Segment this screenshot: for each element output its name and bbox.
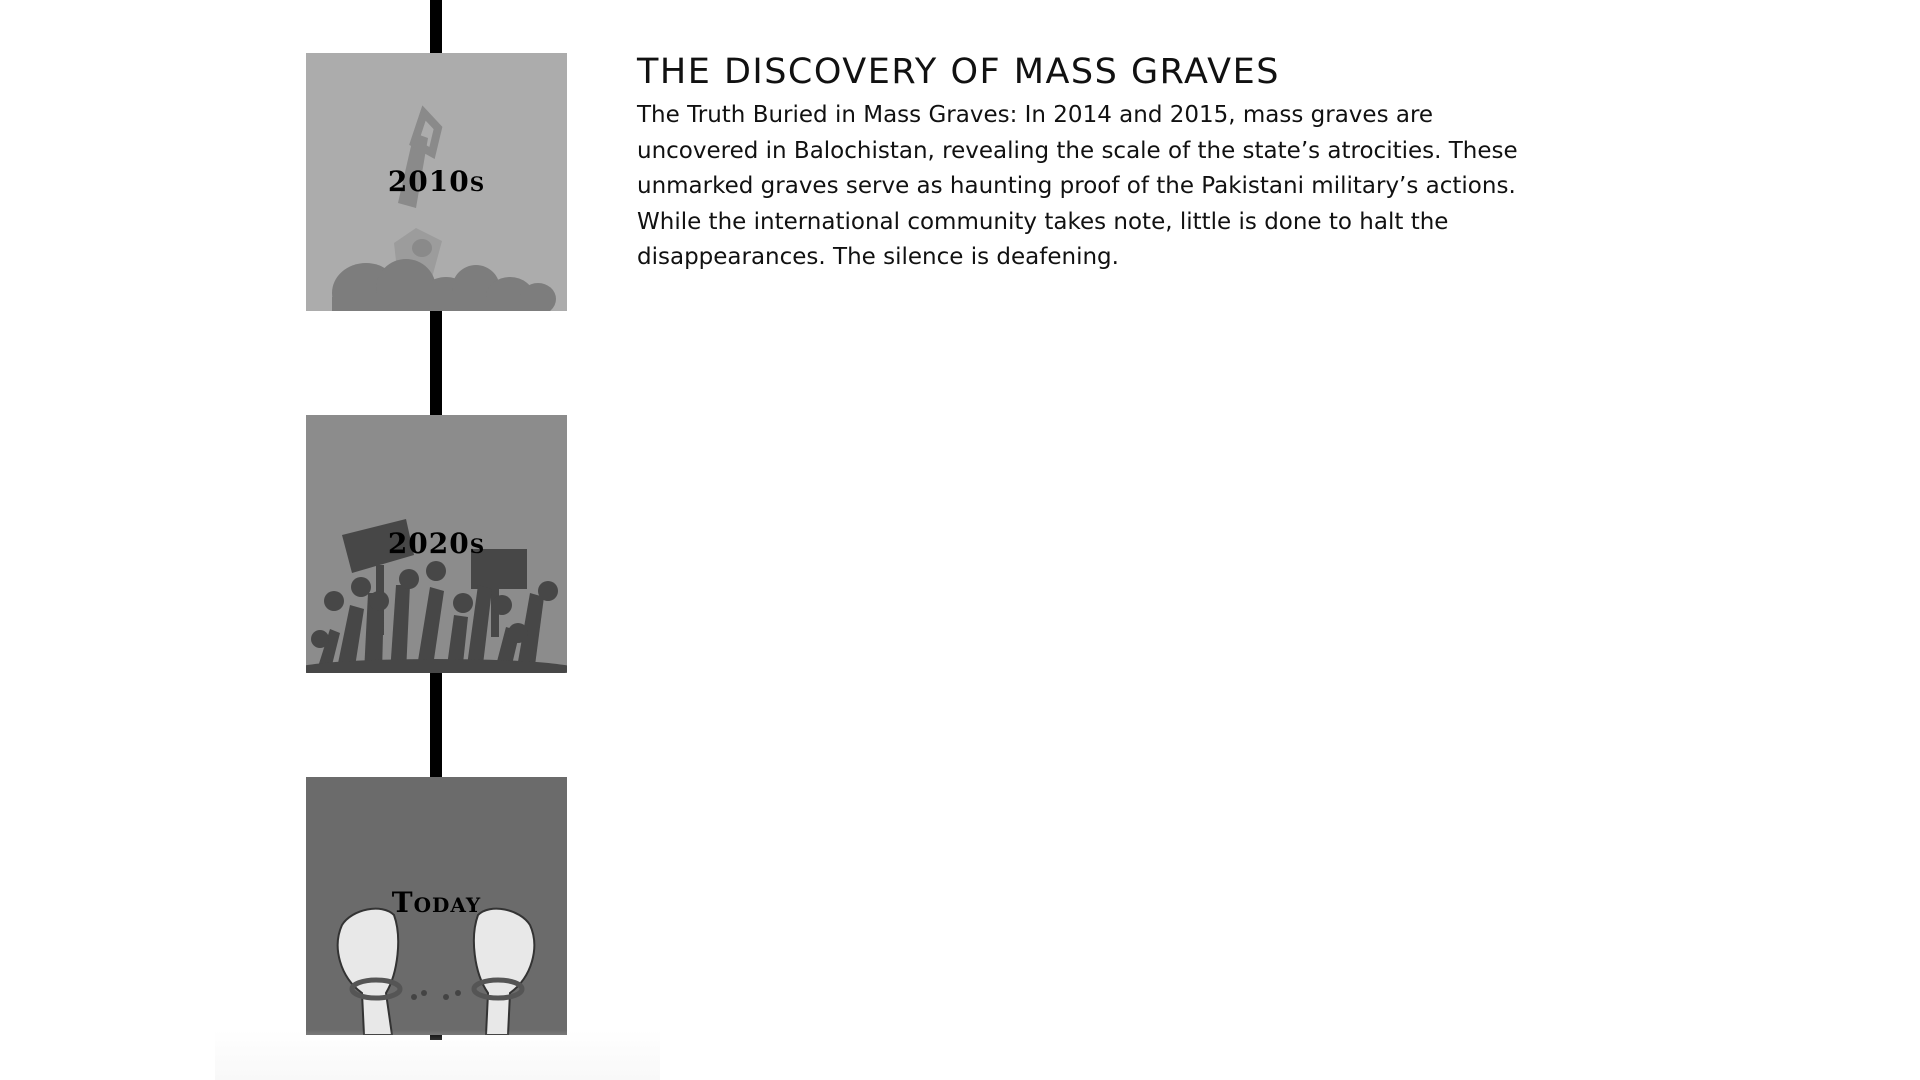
event-title: THE DISCOVERY OF MASS GRAVES [637,52,1280,92]
timeline-label: 2020s [387,527,486,560]
timeline-label: 2010s [387,165,486,198]
timeline-item-2010s[interactable] [306,53,567,311]
event-content [637,52,1537,276]
timeline-item-today[interactable] [306,777,567,1035]
timeline-item-2020s[interactable] [306,415,567,673]
event-description: The Truth Buried in Mass Graves: In 2014 and 2015, mass graves are uncovered in Balochistan, revealing the scale of the state’s atrocities. These unmarked graves serve as haunting proof of the Pakistani military’s actions. While the international community takes note, little is done to halt the disappearances. The silence is deafening. [637,102,1518,270]
bottom-fade [215,1030,660,1080]
timeline-label: Today [391,886,482,919]
